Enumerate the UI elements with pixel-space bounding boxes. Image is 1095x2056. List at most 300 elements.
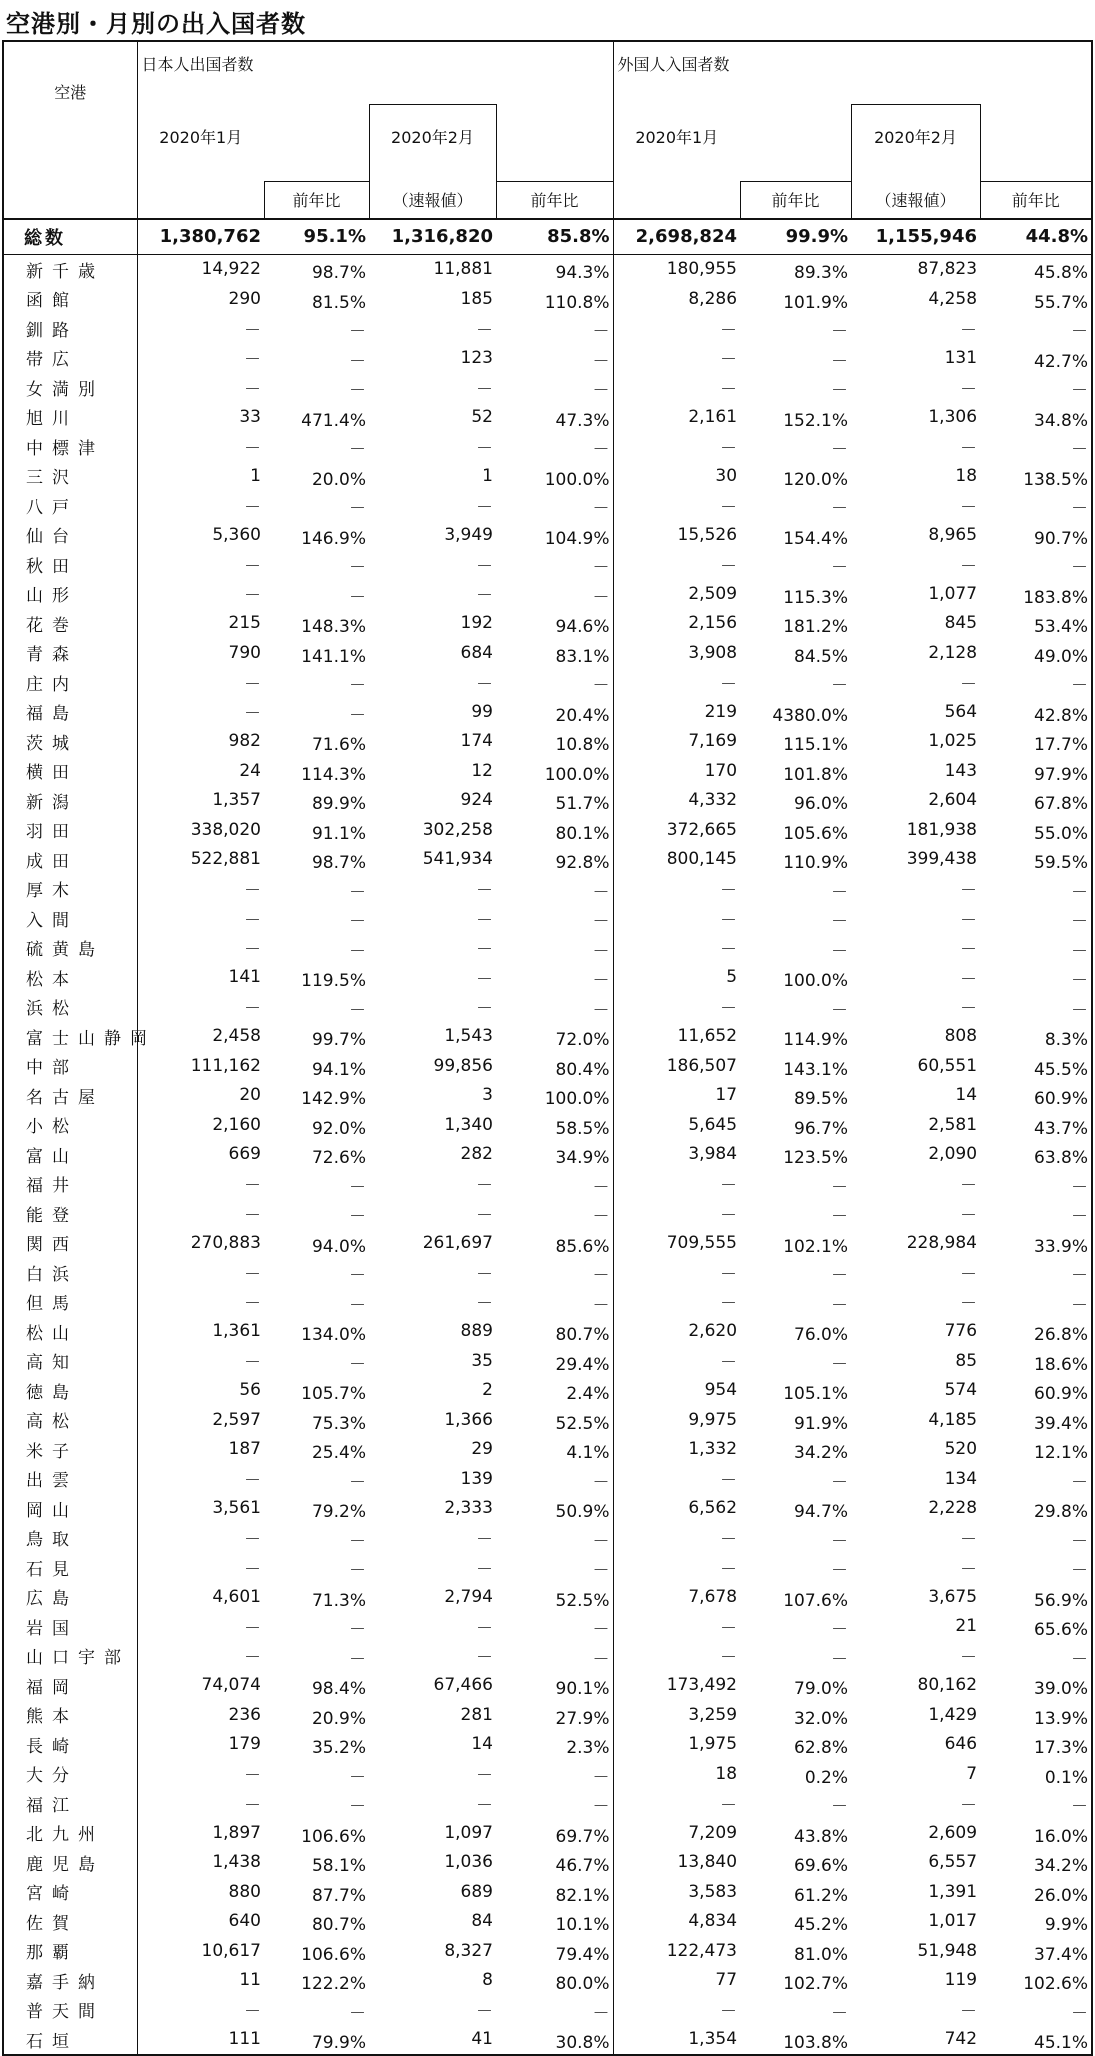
jp-feb-count-cell: －	[476, 969, 493, 990]
fn-jan-count-cell: －	[720, 940, 738, 961]
fn-jan-yoy-cell: 96.7%	[794, 1118, 849, 1139]
airport-name: 羽田	[3, 815, 137, 845]
fn-jan-count-cell: 3,583	[688, 1881, 738, 1902]
fn-feb-yoy-cell: 102.6%	[1023, 1974, 1089, 1994]
jp-jan-yoy-spacer	[264, 105, 369, 182]
airport-name: 厚木	[3, 874, 137, 904]
table-row	[3, 1612, 1092, 1642]
jp-jan-count-cell: 1,357	[212, 790, 261, 811]
jp-feb-yoy-cell: －	[496, 1759, 613, 1789]
fn-jan-count-cell: 4,834	[688, 1911, 738, 1932]
fn-feb-yoy-cell: －	[1071, 1295, 1089, 1316]
jp-feb-yoy-cell: 72.0%	[496, 1022, 613, 1052]
fn-feb-yoy-cell: －	[1071, 1531, 1089, 1552]
airport-name: 新潟	[3, 786, 137, 816]
jp-jan-yoy-cell: －	[349, 1620, 366, 1640]
jp-feb-count-cell: －	[476, 1795, 493, 1816]
airport-name: 庄内	[3, 668, 137, 698]
airport-name: 広島	[3, 1582, 137, 1612]
table-row	[3, 343, 1092, 373]
table-row	[3, 1405, 1092, 1435]
jp-jan-yoy-cell: 35.2%	[311, 1738, 366, 1758]
jp-jan-yoy-cell: －	[349, 1266, 366, 1286]
table-row	[3, 491, 1092, 521]
airport-name: 女満別	[3, 373, 137, 403]
table-row	[3, 1582, 1092, 1612]
jp-feb-yoy-cell: －	[496, 668, 613, 698]
jp-jan-yoy-cell: －	[349, 2003, 366, 2024]
fn-jan-count-cell: －	[720, 910, 738, 931]
fn-feb-yoy-cell: 42.8%	[1034, 705, 1089, 726]
table-row	[3, 1081, 1092, 1111]
jp-jan-count-cell: 10,617	[201, 1940, 261, 1961]
jp-jan-yoy-cell: 142.9%	[301, 1089, 366, 1109]
fn-jan-count-cell: 3,908	[688, 642, 738, 663]
fn-feb-count-cell: 228,984	[906, 1232, 978, 1253]
jp-feb-yoy-spacer	[496, 105, 613, 182]
table-row	[3, 815, 1092, 845]
jp-jan-count-cell: 20	[239, 1085, 261, 1106]
jp-feb-count-cell: 52	[471, 406, 493, 427]
fn-jan-yoy-cell: 99.9%	[740, 219, 851, 255]
fn-feb-count-cell: 2,581	[928, 1114, 978, 1135]
jp-jan-count-cell: 522,881	[190, 849, 261, 870]
jp-feb-count-cell: 1,366	[444, 1409, 493, 1430]
fn-feb-yoy-cell: 44.8%	[980, 219, 1092, 255]
fn-feb-yoy-cell: －	[1071, 1472, 1089, 1493]
airport-name: 花巻	[3, 609, 137, 639]
fn-jan-count-cell: 954	[704, 1380, 738, 1401]
jp-feb-yoy-cell: 92.8%	[496, 845, 613, 875]
foreign-arrivals-header: 外国人入国者数	[617, 55, 730, 74]
jp-feb-yoy-cell: －	[496, 1169, 613, 1199]
jp-feb-yoy-cell: 20.4%	[496, 697, 613, 727]
jp-feb-yoy-cell: 10.1%	[496, 1907, 613, 1937]
fn-jan-count-cell: 2,509	[688, 583, 738, 604]
airport-name: 鳥取	[3, 1523, 137, 1553]
jp-feb-count-cell: －	[476, 940, 493, 961]
jp-jan-yoy-cell: －	[349, 941, 366, 962]
jp-jan-count-cell: －	[244, 1471, 261, 1492]
fn-jan-count-cell: 2,161	[688, 406, 738, 427]
fn-feb-count-cell: 181,938	[906, 819, 978, 840]
fn-feb-yoy-cell: 8.3%	[1044, 1030, 1089, 1050]
fn-jan-yoy-cell: 91.9%	[794, 1413, 849, 1434]
fn-feb-yoy-cell: 65.6%	[1034, 1620, 1089, 1640]
jp-feb-yoy-cell: －	[496, 1258, 613, 1288]
fn-feb-yoy-cell: 34.2%	[1034, 1856, 1089, 1876]
jp-jan-count-cell: 215	[228, 613, 261, 634]
fn-feb-count-cell: 131	[944, 347, 978, 368]
jp-jan-yoy-cell: －	[349, 558, 366, 578]
fn-feb-count-cell: 1,429	[928, 1704, 978, 1725]
jp-jan-yoy-cell: －	[349, 351, 366, 372]
jp-jan-count-cell: －	[244, 556, 261, 577]
fn-jan-yoy-cell: 62.8%	[794, 1738, 849, 1758]
fn-jan-count-cell: －	[720, 1618, 738, 1639]
fn-feb-count-cell: 2,090	[928, 1144, 978, 1165]
jp-feb-count-cell: －	[476, 586, 493, 607]
fn-jan-count-cell: －	[720, 1795, 738, 1816]
jp-feb-count-cell: 924	[460, 790, 493, 811]
jp-feb-count-cell: －	[476, 320, 493, 341]
jp-jan-count-cell: －	[244, 1648, 261, 1669]
fn-jan-count-cell: 11,652	[677, 1026, 738, 1047]
jp-feb-yoy-cell: －	[496, 314, 613, 344]
jp-feb-count-cell: －	[476, 2002, 493, 2023]
jp-jan-count-cell: 236	[228, 1704, 261, 1725]
airport-name: 富山	[3, 1140, 137, 1170]
airport-name: 石見	[3, 1553, 137, 1583]
jp-feb-yoy-cell: －	[496, 1995, 613, 2025]
fn-jan-yoy-cell: 181.2%	[783, 617, 849, 637]
jp-jan-sub-spacer	[137, 181, 264, 219]
fn-jan-count-cell: －	[720, 1205, 738, 1226]
jp-jan-count-cell: －	[244, 1205, 261, 1226]
fn-jan-count-cell: 13,840	[677, 1852, 738, 1873]
jp-jan-yoy-cell: 87.7%	[311, 1885, 366, 1906]
airport-stats-table	[2, 40, 1093, 2056]
jp-feb-count-cell: 282	[460, 1144, 493, 1165]
jp-jan-yoy-cell: －	[349, 499, 366, 519]
fn-feb-count-cell: －	[960, 674, 978, 695]
jp-jan-yoy-cell: 95.1%	[264, 219, 369, 255]
jp-jan-yoy-cell: －	[349, 322, 366, 342]
jp-feb-count-cell: 67,466	[433, 1675, 493, 1696]
jp-jan-count-cell: －	[244, 1795, 261, 1816]
jp-feb-prelim-header: （速報値）	[369, 181, 496, 219]
table-row	[3, 579, 1092, 609]
jp-feb-count-cell: 12	[471, 760, 493, 781]
fn-feb-count-cell: 2,128	[928, 642, 978, 663]
fn-jan-count-cell: －	[720, 674, 738, 695]
fn-feb-count-cell: 808	[944, 1026, 978, 1047]
fn-jan-yoy-cell: 110.9%	[783, 853, 849, 873]
jp-feb-count-cell: 192	[460, 613, 493, 634]
jp-feb-yoy-cell: 10.8%	[496, 727, 613, 757]
fn-feb-yoy-cell: －	[1071, 882, 1089, 903]
jp-feb-yoy-cell: 2.4%	[496, 1376, 613, 1406]
fn-jan-yoy-cell: －	[831, 676, 849, 696]
jp-jan-yoy-cell: 98.4%	[311, 1679, 366, 1699]
airport-name: 硫黄島	[3, 933, 137, 963]
airport-name: 岩国	[3, 1612, 137, 1642]
jp-feb-yoy-cell: －	[496, 933, 613, 963]
jp-jan-yoy-cell: －	[349, 676, 366, 696]
japanese-departures-header: 日本人出国者数	[137, 41, 613, 105]
table-row	[3, 1317, 1092, 1347]
table-row	[3, 1376, 1092, 1406]
jp-feb-count-cell: －	[476, 910, 493, 931]
jp-jan-yoy-cell: －	[349, 705, 366, 726]
jp-jan-count-cell: 74,074	[201, 1675, 261, 1696]
fn-feb-count-cell: 742	[944, 2029, 978, 2050]
jp-jan-count-cell: 4,601	[212, 1586, 261, 1607]
fn-jan-yoy-cell: 103.8%	[783, 2033, 849, 2053]
jp-feb-yoy-header: 前年比	[496, 181, 613, 219]
jp-feb-yoy-cell: 30.8%	[496, 2025, 613, 2056]
fn-feb-count-cell: 8,965	[928, 524, 978, 545]
jp-feb-count-cell: 99,856	[433, 1055, 493, 1076]
jp-jan-yoy-cell: 94.0%	[311, 1236, 366, 1257]
fn-jan-yoy-cell: －	[831, 1620, 849, 1640]
fn-jan-count-cell: －	[720, 438, 738, 459]
fn-feb-yoy-cell: －	[1071, 1649, 1089, 1670]
jp-jan-count-cell: －	[244, 1530, 261, 1551]
fn-jan-count-cell: 77	[715, 1970, 738, 1991]
fn-feb-yoy-header: 前年比	[980, 181, 1092, 219]
jp-feb-count-cell: 1,543	[444, 1026, 493, 1047]
fn-feb-yoy-cell: 34.8%	[1034, 410, 1089, 431]
fn-jan-count-cell: 18	[715, 1763, 738, 1784]
jp-feb-count-cell: 2,794	[444, 1586, 493, 1607]
airport-name: 中標津	[3, 432, 137, 462]
fn-feb-yoy-cell: 12.1%	[1034, 1443, 1089, 1463]
fn-feb-count-cell: 2,228	[928, 1498, 978, 1519]
jp-feb-count-cell: 3,949	[444, 524, 493, 545]
fn-feb-yoy-cell: 55.7%	[1034, 292, 1089, 313]
table-row	[3, 1494, 1092, 1524]
jp-feb-count-cell: 261,697	[422, 1232, 493, 1253]
fn-jan-yoy-cell: －	[831, 558, 849, 578]
jp-feb-yoy-cell: －	[496, 963, 613, 993]
fn-feb-yoy-cell: 0.1%	[1044, 1767, 1089, 1788]
jp-jan-count-cell: 33	[239, 406, 261, 427]
fn-feb-yoy-cell: 63.8%	[1034, 1148, 1089, 1168]
fn-jan-count-cell: 170	[704, 760, 738, 781]
table-row	[3, 314, 1092, 344]
jp-feb-count-cell: 123	[460, 347, 493, 368]
fn-jan-yoy-cell: －	[831, 322, 849, 342]
jp-jan-count-cell: 982	[228, 731, 261, 752]
fn-feb-count-cell: 4,185	[928, 1409, 978, 1430]
jp-feb-yoy-cell: －	[496, 550, 613, 580]
jp-jan-yoy-cell: 80.7%	[311, 1915, 366, 1935]
table-row	[3, 1848, 1092, 1878]
airport-name: 名古屋	[3, 1081, 137, 1111]
airport-name: 浜松	[3, 992, 137, 1022]
fn-jan-count-cell: －	[720, 320, 738, 341]
jp-feb-yoy-cell: 100.0%	[496, 461, 613, 491]
jp-feb-yoy-cell: －	[496, 343, 613, 373]
fn-jan-count-cell: 2,156	[688, 613, 738, 634]
jp-feb-yoy-cell: 69.7%	[496, 1818, 613, 1848]
jp-jan-yoy-cell: －	[349, 1000, 366, 1021]
jp-jan-count-cell: 1,438	[212, 1852, 261, 1873]
jp-feb-yoy-cell: －	[496, 1287, 613, 1317]
airport-name: 白浜	[3, 1258, 137, 1288]
jp-feb-yoy-cell: 50.9%	[496, 1494, 613, 1524]
airport-name: 富士山静岡	[3, 1022, 137, 1052]
fn-jan-yoy-cell: 101.8%	[783, 764, 849, 785]
jp-feb-yoy-cell: 2.3%	[496, 1730, 613, 1760]
airport-name: 青森	[3, 638, 137, 668]
jp-jan-count-cell: 880	[228, 1881, 261, 1902]
fn-feb-yoy-cell: 67.8%	[1034, 794, 1089, 814]
jp-feb-yoy-cell: 80.4%	[496, 1051, 613, 1081]
jp-feb-count-cell: 99	[471, 701, 493, 722]
table-row	[3, 1966, 1092, 1996]
jp-jan-yoy-cell: 471.4%	[301, 410, 366, 431]
table-row	[3, 756, 1092, 786]
fn-jan-yoy-cell: 89.3%	[794, 263, 849, 283]
fn-jan-count-cell: －	[720, 1471, 738, 1492]
jp-feb-yoy-cell: 80.0%	[496, 1966, 613, 1996]
fn-jan-yoy-cell: 154.4%	[783, 528, 849, 549]
jp-feb-count-cell: 889	[460, 1321, 493, 1342]
fn-feb-yoy-cell: －	[1071, 1266, 1089, 1286]
jp-jan-yoy-cell: －	[349, 882, 366, 903]
jp-jan-count-cell: 111,162	[190, 1055, 261, 1076]
fn-feb-count-cell: －	[960, 881, 978, 902]
fn-jan-yoy-cell: 115.3%	[783, 587, 849, 608]
fn-feb-count-cell: 87,823	[917, 259, 978, 280]
fn-jan-yoy-cell: 84.5%	[794, 646, 849, 667]
jp-jan-count-cell: 24	[239, 760, 261, 781]
jp-jan-count-cell: －	[244, 1264, 261, 1285]
jp-feb-yoy-cell: 85.6%	[496, 1228, 613, 1258]
jp-feb-count-cell: 185	[460, 288, 493, 309]
jp-feb-yoy-cell: 110.8%	[496, 284, 613, 314]
fn-jan-count-cell: －	[720, 1294, 738, 1315]
airport-name: 鹿児島	[3, 1848, 137, 1878]
jp-jan-yoy-cell: 106.6%	[301, 1826, 366, 1847]
table-row	[3, 933, 1092, 963]
fn-feb-count-cell: －	[960, 1795, 978, 1816]
fn-jan-yoy-cell: 101.9%	[783, 292, 849, 313]
fn-feb-yoy-cell: 26.0%	[1034, 1885, 1089, 1906]
fn-jan-count-cell: 186,507	[666, 1055, 738, 1076]
jp-feb-yoy-cell: －	[496, 992, 613, 1022]
jp-jan-count-cell: 669	[228, 1144, 261, 1165]
table-row	[3, 1523, 1092, 1553]
jp-feb-yoy-cell: 80.7%	[496, 1317, 613, 1347]
fn-feb-yoy-spacer	[980, 105, 1092, 182]
fn-feb-count-cell: －	[960, 438, 978, 459]
jp-jan-count-cell: 640	[228, 1911, 261, 1932]
jp-jan-yoy-cell: 98.7%	[311, 263, 366, 283]
jp-jan-count-cell: －	[244, 910, 261, 931]
jp-feb-count-cell: －	[476, 1264, 493, 1285]
jp-feb-yoy-cell: －	[496, 1789, 613, 1819]
jp-feb-yoy-cell: 104.9%	[496, 520, 613, 550]
fn-jan-yoy-cell: 123.5%	[783, 1148, 849, 1168]
jp-jan-count-cell: －	[244, 1618, 261, 1639]
fn-feb-yoy-cell: －	[1071, 2003, 1089, 2024]
airport-name: 山口宇部	[3, 1641, 137, 1671]
jp-jan-yoy-cell: 89.9%	[311, 794, 366, 814]
airport-name: 高松	[3, 1405, 137, 1435]
fn-feb-yoy-cell: 55.0%	[1034, 823, 1089, 844]
jp-jan-yoy-cell: 99.7%	[311, 1030, 366, 1050]
table-row	[3, 1169, 1092, 1199]
jp-feb-yoy-cell: －	[496, 491, 613, 521]
fn-jan-yoy-cell: －	[831, 1000, 849, 1021]
fn-jan-yoy-cell: －	[831, 351, 849, 372]
jp-jan-count-cell: 1,361	[212, 1321, 261, 1342]
jp-jan-yoy-cell: 119.5%	[301, 971, 366, 991]
fn-feb-yoy-cell: 39.4%	[1034, 1413, 1089, 1434]
airport-name: 徳島	[3, 1376, 137, 1406]
fn-jan-count-cell: 3,984	[688, 1144, 738, 1165]
jp-feb-count-cell: 1,340	[444, 1114, 493, 1135]
jp-feb-yoy-cell: －	[496, 1641, 613, 1671]
airport-name: 松本	[3, 963, 137, 993]
jp-feb-count-cell: －	[476, 881, 493, 902]
fn-feb-count-cell: 574	[944, 1380, 978, 1401]
jp-jan-yoy-cell: －	[349, 1177, 366, 1198]
fn-feb-count-cell: 143	[944, 760, 978, 781]
fn-jan-yoy-cell: 114.9%	[783, 1030, 849, 1050]
jp-feb-count-cell: －	[476, 1530, 493, 1551]
jp-jan-header: 2020年1月	[159, 127, 243, 147]
jp-feb-yoy-cell: 27.9%	[496, 1700, 613, 1730]
jp-jan-yoy-cell: －	[349, 1295, 366, 1316]
fn-feb-yoy-cell: 90.7%	[1034, 528, 1089, 549]
table-row	[3, 638, 1092, 668]
table-row-total	[3, 219, 1092, 255]
fn-jan-count-cell: 7,169	[688, 731, 738, 752]
fn-jan-yoy-cell: －	[831, 1266, 849, 1286]
jp-jan-yoy-cell: －	[349, 1531, 366, 1552]
fn-jan-count-cell: 7,209	[688, 1822, 738, 1843]
fn-feb-count-cell: －	[960, 1176, 978, 1197]
table-row	[3, 1671, 1092, 1701]
table-row	[3, 668, 1092, 698]
table-row	[3, 1346, 1092, 1376]
fn-feb-yoy-cell: 17.7%	[1034, 735, 1089, 755]
fn-feb-yoy-cell: －	[1071, 1207, 1089, 1227]
fn-jan-yoy-cell: 81.0%	[794, 1944, 849, 1965]
fn-jan-yoy-cell: 120.0%	[783, 469, 849, 490]
jp-jan-count-cell: 290	[228, 288, 261, 309]
fn-feb-count-cell: 3,675	[928, 1586, 978, 1607]
jp-feb-count-cell: －	[476, 497, 493, 518]
fn-jan-count-cell: 9,975	[688, 1409, 738, 1430]
fn-jan-yoy-cell: 105.1%	[783, 1384, 849, 1404]
fn-feb-yoy-cell: 29.8%	[1034, 1502, 1089, 1522]
table-row	[3, 1995, 1092, 2025]
jp-jan-count-cell: －	[244, 350, 261, 371]
table-row	[3, 1228, 1092, 1258]
table-row	[3, 432, 1092, 462]
airport-name: 山形	[3, 579, 137, 609]
jp-jan-count-cell: －	[244, 320, 261, 341]
fn-jan-yoy-cell: －	[831, 1207, 849, 1227]
table-row	[3, 1199, 1092, 1229]
jp-feb-count-cell: 8	[482, 1970, 493, 1991]
table-row	[3, 550, 1092, 580]
jp-jan-yoy-cell: 71.6%	[311, 735, 366, 755]
jp-jan-yoy-cell: 20.0%	[311, 469, 366, 490]
airport-name: 釧路	[3, 314, 137, 344]
airport-name: 中部	[3, 1051, 137, 1081]
jp-jan-yoy-cell: 146.9%	[301, 528, 366, 549]
fn-jan-count-cell: 7,678	[688, 1586, 738, 1607]
jp-feb-count-cell: 1,036	[444, 1852, 493, 1873]
jp-feb-count-cell: 302,258	[422, 819, 493, 840]
table-row	[3, 254, 1092, 284]
airport-name: 総数	[3, 219, 137, 255]
fn-feb-count-cell: 14	[955, 1085, 978, 1106]
fn-jan-yoy-cell: －	[831, 499, 849, 519]
jp-feb-count-cell: －	[476, 999, 493, 1020]
fn-jan-yoy-cell: －	[831, 1797, 849, 1817]
fn-feb-yoy-cell: 26.8%	[1034, 1325, 1089, 1345]
jp-feb-yoy-cell: 46.7%	[496, 1848, 613, 1878]
fn-jan-yoy-cell: －	[831, 1472, 849, 1493]
jp-jan-count-cell: 1	[250, 465, 261, 486]
